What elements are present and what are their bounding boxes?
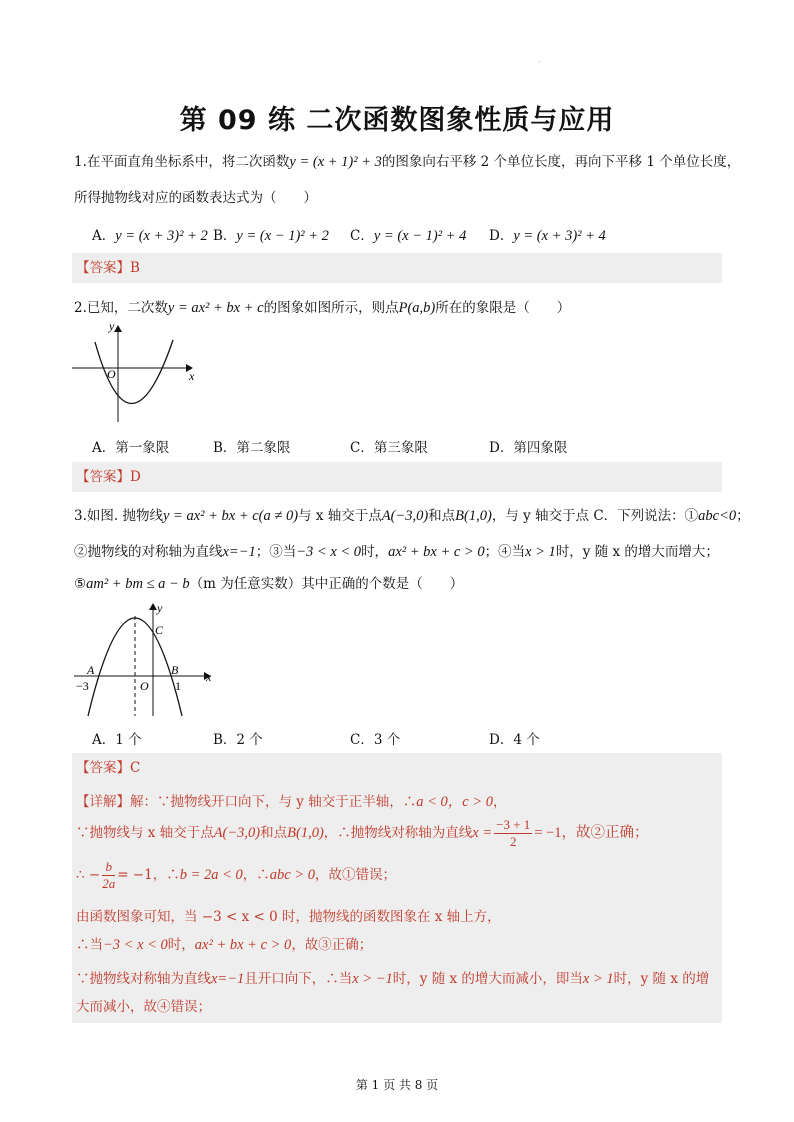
- point-a-label: A: [87, 663, 95, 677]
- q2-graph: [70, 318, 200, 428]
- detail-line-1: [76, 790, 506, 811]
- q3-expr: am² + bm ≤ a − b: [86, 576, 190, 592]
- detail-text: ∴ −: [76, 867, 101, 883]
- q3-text: ；: [736, 508, 750, 524]
- option-expr: y = (x + 3)² + 2: [115, 228, 208, 244]
- q3-text: 与 x 轴交于点: [298, 508, 382, 524]
- q3-expr: y = ax² + bx + c(a ≠ 0): [162, 508, 299, 524]
- option-label: B．: [213, 228, 237, 244]
- q3-text: ⑤: [74, 576, 87, 592]
- detail-text: ，故③正确；: [291, 937, 373, 953]
- q3-text: 时，: [361, 544, 389, 560]
- q3-text: ；④当: [484, 544, 526, 560]
- q3-text: ，与 y 轴交于点 C．下列说法：①: [491, 508, 699, 524]
- fraction-numerator: b: [102, 859, 115, 876]
- detail-expr: b = 2a < 0: [179, 867, 243, 883]
- q3-point-a: A(−3,0): [381, 508, 429, 524]
- detail-line-5: [76, 933, 372, 954]
- page-title: 第 09 练 二次函数图象性质与应用: [179, 105, 615, 136]
- q3-expr: abc<0: [698, 508, 737, 524]
- q3-option-d[interactable]: [489, 728, 540, 748]
- q3-text: 3.如图. 抛物线: [74, 508, 163, 524]
- tick-minus3-label: −3: [76, 679, 89, 693]
- q3-stem-line3: [74, 572, 463, 593]
- detail-expr: x > −1: [352, 971, 393, 987]
- option-text: 4 个: [513, 732, 540, 748]
- option-text: 3 个: [373, 732, 401, 748]
- detail-text: 时，y 随 x 的增大而减小，即当: [392, 971, 583, 987]
- q3-expr: x=−1: [222, 544, 256, 560]
- option-label: B．: [213, 732, 237, 748]
- q3-expr: x > 1: [525, 544, 556, 560]
- fraction-numerator: −3 + 1: [496, 817, 531, 832]
- detail-line-2: [76, 817, 649, 850]
- header-mark: ·: [538, 58, 541, 67]
- q2-answer-text: 【答案】D: [76, 469, 141, 485]
- q2-option-b[interactable]: [213, 436, 290, 456]
- x-axis-label: x: [206, 670, 212, 684]
- y-axis-label: y: [157, 601, 163, 615]
- option-text: 1 个: [115, 732, 142, 748]
- q1-answer-text: 【答案】B: [76, 260, 140, 276]
- detail-text: ∵抛物线对称轴为直线: [76, 971, 211, 987]
- q2-answer: [72, 462, 722, 492]
- q2-option-a[interactable]: [92, 436, 169, 456]
- q1-option-d[interactable]: [489, 224, 606, 245]
- option-label: D．: [489, 732, 514, 748]
- option-label: D．: [489, 440, 514, 456]
- q3-expr: −3 < x < 0: [296, 544, 362, 560]
- fraction-denominator: 2: [509, 834, 517, 849]
- option-label: A．: [92, 732, 116, 748]
- detail-expr: abc > 0: [269, 867, 316, 883]
- detail-expr: −3 < x < 0: [103, 937, 168, 953]
- q1-text: 1.在平面直角坐标系中，将二次函数: [74, 154, 290, 170]
- option-expr: y = (x − 1)² + 2: [236, 228, 329, 244]
- origin-label: O: [140, 679, 149, 693]
- q3-option-a[interactable]: [92, 728, 142, 748]
- q3-text: 和点: [428, 508, 456, 524]
- option-label: A．: [92, 228, 116, 244]
- detail-expr: ax² + bx + c > 0: [194, 937, 292, 953]
- detail-text: ，故①错误；: [315, 867, 397, 883]
- detail-line-7: 大而减小，故④错误；: [76, 999, 211, 1015]
- option-text: 第一象限: [115, 440, 170, 456]
- q1-option-c[interactable]: [350, 224, 466, 245]
- q3-text: （m 为任意实数）其中正确的个数是（ ）: [189, 576, 464, 592]
- x-axis-label: x: [189, 369, 195, 383]
- q1-stem-line1: [74, 150, 740, 171]
- option-text: 第四象限: [513, 440, 568, 456]
- option-label: C．: [350, 228, 374, 244]
- option-text: 第三象限: [373, 440, 428, 456]
- q2-text-a: 2.已知，二次数: [74, 300, 168, 316]
- detail-text: = −1，故②正确；: [534, 825, 649, 841]
- origin-label: O: [107, 367, 116, 381]
- detail-text: ，: [492, 794, 507, 810]
- detail-fraction: [102, 859, 115, 892]
- detail-expr: x > 1: [582, 971, 614, 987]
- q3-stem-line2: [74, 540, 719, 561]
- detail-text: ∴当: [76, 937, 103, 953]
- q1-stem-line2: 所得抛物线对应的函数表达式为（ ）: [74, 190, 317, 206]
- q1-answer: [72, 253, 722, 283]
- option-text: 第二象限: [236, 440, 291, 456]
- detail-expr: a < 0，c > 0: [416, 794, 493, 810]
- q3-option-b[interactable]: [213, 728, 263, 748]
- q3-answer: [72, 753, 722, 783]
- option-text: 2 个: [236, 732, 263, 748]
- page-footer: 第 1 页 共 8 页: [355, 1078, 439, 1092]
- q2-option-c[interactable]: [350, 436, 428, 456]
- detail-text: = −1，∴: [117, 867, 180, 883]
- q3-text: ②抛物线的对称轴为直线: [74, 544, 223, 560]
- detail-text: 和点: [260, 825, 288, 841]
- option-expr: y = (x + 3)² + 4: [513, 228, 606, 244]
- detail-expr: x =: [472, 825, 493, 841]
- detail-text: 且开口向下，∴当: [244, 971, 353, 987]
- option-label: C．: [350, 732, 374, 748]
- point-c-label: C: [155, 623, 164, 637]
- q3-detail-box: [72, 781, 722, 1023]
- detail-line-3: [76, 859, 396, 892]
- q3-stem-line1: [74, 504, 750, 525]
- detail-expr: B(1,0): [287, 825, 324, 841]
- q2-point: P(a,b): [398, 300, 436, 316]
- q2-option-d[interactable]: [489, 436, 567, 456]
- detail-line-4: 由函数图象可知，当 −3 < x < 0 时，抛物线的函数图象在 x 轴上方，: [76, 909, 501, 925]
- option-label: C．: [350, 440, 374, 456]
- q1-expr: y = (x + 1)² + 3: [289, 154, 382, 170]
- detail-line-6: [76, 967, 709, 988]
- point-b-label: B: [171, 663, 179, 677]
- fraction-denominator: 2a: [102, 876, 116, 891]
- q2-text-b: 的图象如图所示，则点: [263, 300, 399, 316]
- q2-text-c: 所在的象限是（ ）: [435, 300, 571, 316]
- option-expr: y = (x − 1)² + 4: [373, 228, 467, 244]
- q2-stem: [74, 296, 570, 317]
- q3-expr: ax² + bx + c > 0: [388, 544, 485, 560]
- detail-expr: A(−3,0): [213, 825, 261, 841]
- q1-option-b[interactable]: [213, 224, 329, 245]
- q1-text-b: 的图象向右平移 2 个单位长度，再向下平移 1 个单位长度，: [381, 154, 741, 170]
- q1-option-a[interactable]: [92, 224, 208, 245]
- y-axis-label: y: [109, 319, 115, 333]
- detail-expr: x=−1: [211, 971, 245, 987]
- detail-text: ，∴: [242, 867, 270, 883]
- tick-1-label: 1: [175, 679, 181, 693]
- q3-point-b: B(1,0): [455, 508, 492, 524]
- detail-text: 【详解】解：∵抛物线开口向下，与 y 轴交于正半轴，∴: [76, 794, 417, 810]
- q3-text: 时，y 随 x 的增大而增大；: [555, 544, 719, 560]
- q3-text: ；③当: [255, 544, 297, 560]
- q3-option-c[interactable]: [350, 728, 400, 748]
- detail-text: 时，: [167, 937, 195, 953]
- q2-expr: y = ax² + bx + c: [167, 300, 264, 316]
- option-label: D．: [489, 228, 514, 244]
- option-label: B．: [213, 440, 237, 456]
- detail-fraction: [494, 817, 532, 850]
- detail-text: ，∴抛物线对称轴为直线: [323, 825, 473, 841]
- q3-graph: [70, 598, 220, 722]
- detail-text: 时，y 随 x 的增: [613, 971, 710, 987]
- option-label: A．: [92, 440, 116, 456]
- detail-text: ∵抛物线与 x 轴交于点: [76, 825, 214, 841]
- q3-answer-text: 【答案】C: [76, 760, 141, 776]
